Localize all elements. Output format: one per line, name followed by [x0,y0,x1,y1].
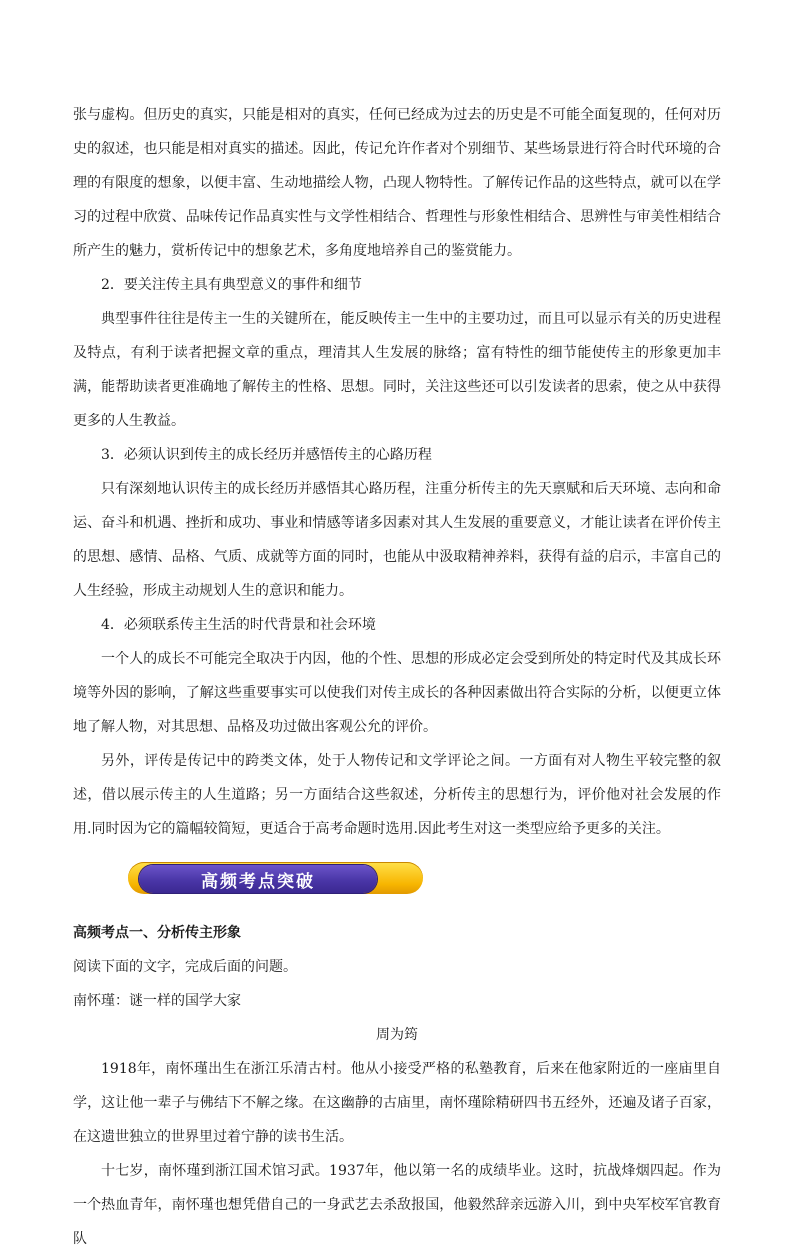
article-author: 周为筠 [376,1027,418,1043]
article-title: 南怀瑾：谜一样的国学大家 [73,993,241,1009]
section-heading: 高频考点一、分析传主形象 [73,925,241,941]
paragraph-additional: 另外，评传是传记中的跨类文体，处于人物传记和文学评论之间。一方面有对人物生平较完整的叙述，借以展示传主的人生道路；另一方面结合这些叙述，分析传主的思想行为，评价他对社会发展的作用.同时因为它的篇幅较简短，更适合于高考命题时选用.因此考生对这一类型应给予更多的关注。 [73,753,721,837]
paragraph-point-3: 只有深刻地认识传主的成长经历并感悟其心路历程，注重分析传主的先天禀赋和后天环境、志向和命运、奋斗和机遇、挫折和成功、事业和情感等诸多因素对其人生发展的重要意义，才能让读者在评价传主的思想、感情、品格、气质、成就等方面的同时，也能从中汲取精神养料，获得有益的启示，丰富自己的人生经验，形成主动规划人生的意识和能力。 [73,481,721,599]
article-paragraph-1: 1918年，南怀瑾出生在浙江乐清古村。他从小接受严格的私塾教育，后来在他家附近的一座庙里自学，这让他一辈子与佛结下不解之缘。在这幽静的古庙里，南怀瑾除精研四书五经外，还遍及诸子百家，在这遗世独立的世界里过着宁静的读书生活。 [73,1061,721,1145]
banner-title: 高频考点突破 [139,865,377,893]
instruction-text: 阅读下面的文字，完成后面的问题。 [73,959,297,975]
document-body [73,98,721,1256]
paragraph-point-4: 一个人的成长不可能完全取决于内因，他的个性、思想的形成必定会受到所处的特定时代及其成长环境等外因的影响，了解这些重要事实可以使我们对传主成长的各种因素做出符合实际的分析，以便更立体地了解人物，对其思想、品格及功过做出客观公允的评价。 [73,651,721,735]
point-3-heading: 3．必须认识到传主的成长经历并感悟传主的心路历程 [101,447,432,463]
section-banner [73,846,721,916]
article-paragraph-2: 十七岁，南怀瑾到浙江国术馆习武。1937年，他以第一名的成绩毕业。这时，抗战烽烟四起。作为一个热血青年，南怀瑾也想凭借自己的一身武艺去杀敌报国，他毅然辞亲远游入川，到中央军校军官教育队 [73,1163,721,1247]
point-2-heading: 2．要关注传主具有典型意义的事件和细节 [101,277,362,293]
paragraph-intro: 张与虚构。但历史的真实，只能是相对的真实，任何已经成为过去的历史是不可能全面复现的，任何对历史的叙述，也只能是相对真实的描述。因此，传记允许作者对个别细节、某些场景进行符合时代环境的合理的有限度的想象，以便丰富、生动地描绘人物，凸现人物特性。了解传记作品的这些特点，就可以在学习的过程中欣赏、品味传记作品真实性与文学性相结合、哲理性与形象性相结合、思辨性与审美性相结合所产生的魅力，赏析传记中的想象艺术，多角度地培养自己的鉴赏能力。 [73,107,721,259]
paragraph-point-2: 典型事件往往是传主一生的关键所在，能反映传主一生中的主要功过，而且可以显示有关的历史进程及特点，有利于读者把握文章的重点，理清其人生发展的脉络；富有特性的细节能使传主的形象更加丰满，能帮助读者更准确地了解传主的性格、思想。同时，关注这些还可以引发读者的思索，使之从中获得更多的人生教益。 [73,311,721,429]
point-4-heading: 4．必须联系传主生活的时代背景和社会环境 [101,617,376,633]
